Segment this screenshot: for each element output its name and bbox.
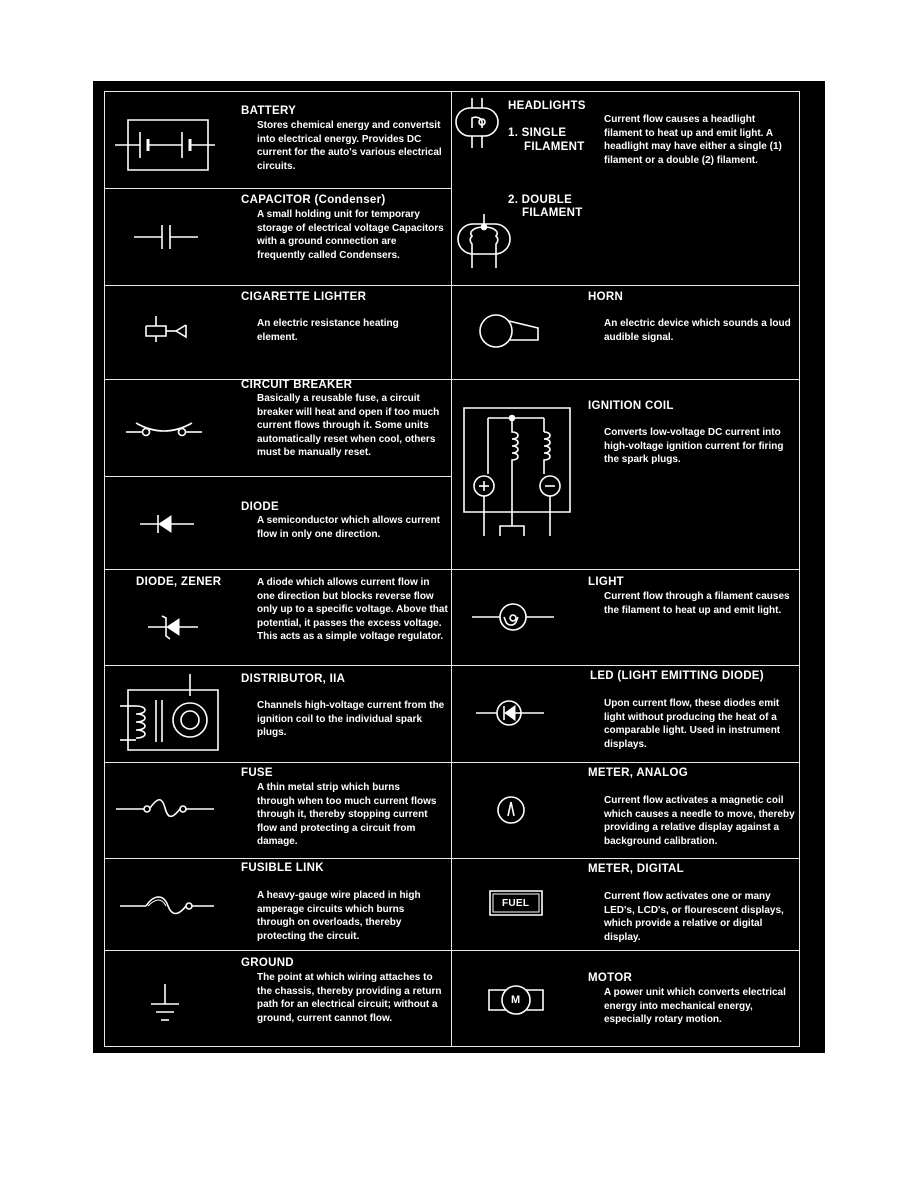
capacitor-desc: A small holding unit for temporary storage of electrical voltage Capacitors with a ground connection are frequently called Condensers. <box>257 209 444 261</box>
fusible-link-symbol-icon <box>118 892 216 916</box>
headlights-title: HEADLIGHTS <box>508 100 586 112</box>
horn-symbol-icon <box>476 310 544 352</box>
fusible-link-desc: A heavy-gauge wire placed in high amperage circuits which burns through on overloads, thereby protecting the circuit. <box>257 890 421 942</box>
circuit-breaker-title: CIRCUIT BREAKER <box>241 379 353 391</box>
distributor-title: DISTRIBUTOR, IIA <box>241 673 346 685</box>
diode-symbol-icon <box>138 512 196 536</box>
distributor-desc: Channels high-voltage current from the ignition coil to the individual spark plugs. <box>257 700 445 739</box>
headlights-desc: Current flow causes a headlight filament to heat up and emit light. A headlight may have either a single (1) filament or a double (2) filament. <box>604 114 782 166</box>
battery-desc: Stores chemical energy and convertsit into electrical energy. Provides DC current for the auto's various electrical circuits. <box>257 120 442 172</box>
diode-title: DIODE <box>241 501 279 513</box>
cigarette-lighter-title: CIGARETTE LIGHTER <box>241 291 367 303</box>
headlights-double-label: 2. DOUBLE <box>508 194 573 206</box>
fusible-link-title: FUSIBLE LINK <box>241 862 324 874</box>
horn-title: HORN <box>588 291 624 303</box>
motor-label: M <box>511 994 521 1006</box>
headlight-single-symbol-icon <box>452 96 504 152</box>
light-title: LIGHT <box>588 576 624 588</box>
capacitor-title: CAPACITOR (Condenser) <box>241 194 386 206</box>
diode-zener-symbol-icon <box>146 612 200 642</box>
fuse-desc: A thin metal strip which burns through when too much current flows through it, thereby stopping current flow and protecting a circuit from damage. <box>257 782 437 848</box>
cigarette-lighter-symbol-icon <box>142 314 192 344</box>
motor-title: MOTOR <box>588 972 633 984</box>
ground-title: GROUND <box>241 957 294 969</box>
battery-title: BATTERY <box>241 105 297 117</box>
distributor-symbol-icon <box>118 670 224 760</box>
headlights-double-label2: FILAMENT <box>522 207 583 219</box>
headlight-double-symbol-icon <box>454 212 514 270</box>
fuse-title: FUSE <box>241 767 273 779</box>
fuse-symbol-icon <box>114 797 216 819</box>
capacitor-symbol-icon <box>132 222 202 252</box>
light-desc: Current flow through a filament causes the filament to heat up and emit light. <box>604 591 790 616</box>
motor-desc: A power unit which converts electrical energy into mechanical energy, especially rotary motion. <box>604 987 786 1026</box>
battery-symbol-icon <box>110 112 220 177</box>
led-desc: Upon current flow, these diodes emit light without producing the heat of a comparable light. Used in instrument displays. <box>604 698 781 750</box>
cigarette-lighter-desc: An electric resistance heating element. <box>257 318 399 343</box>
circuit-breaker-desc: Basically a reusable fuse, a circuit breaker will heat and open if too much current flows through it. Some units automatically reset when cool, others must be manually reset. <box>257 393 440 459</box>
meter-analog-symbol-icon <box>494 793 528 827</box>
led-title: LED (LIGHT EMITTING DIODE) <box>590 670 764 682</box>
led-symbol-icon <box>474 697 546 729</box>
ignition-coil-title: IGNITION COIL <box>588 400 674 412</box>
meter-digital-desc: Current flow activates one or many LED's, LCD's, or flourescent displays, which provide a relative or digital display. <box>604 891 784 943</box>
meter-analog-desc: Current flow activates a magnetic coil which causes a needle to move, thereby providing a relative display against a background calibration. <box>604 795 795 847</box>
meter-digital-title: METER, DIGITAL <box>588 863 684 875</box>
ignition-coil-symbol-icon <box>458 402 576 542</box>
headlights-single-label2: FILAMENT <box>524 141 585 153</box>
diode-zener-desc: A diode which allows current flow in one direction but blocks reverse flow only up to a specific voltage. Above that potential, it passes the excess voltage. This acts as a simple voltage regulator. <box>257 577 448 643</box>
meter-digital-display-label: FUEL <box>502 898 530 909</box>
ground-symbol-icon <box>148 982 182 1026</box>
headlights-single-label: 1. SINGLE <box>508 127 567 139</box>
ignition-coil-desc: Converts low-voltage DC current into high-voltage ignition current for firing the spark plugs. <box>604 427 784 466</box>
horn-desc: An electric device which sounds a loud audible signal. <box>604 318 791 343</box>
diode-zener-title: DIODE, ZENER <box>136 576 222 588</box>
meter-analog-title: METER, ANALOG <box>588 767 688 779</box>
ground-desc: The point at which wiring attaches to the chassis, thereby providing a return path for an electrical circuit; without a ground, current cannot flow. <box>257 972 442 1024</box>
diode-desc: A semiconductor which allows current flow in only one direction. <box>257 515 440 540</box>
light-symbol-icon <box>470 600 556 634</box>
circuit-breaker-symbol-icon <box>124 415 204 445</box>
